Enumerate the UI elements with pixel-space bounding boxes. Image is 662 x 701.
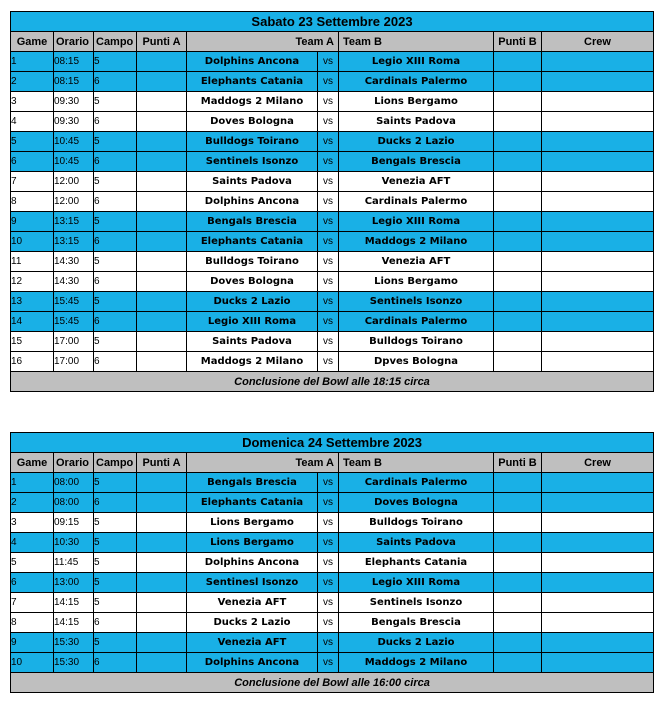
score-b-cell (494, 272, 542, 292)
score-a-cell (137, 312, 187, 332)
game-field: 5 (94, 573, 137, 593)
game-row (11, 232, 654, 252)
col-header-punti-b: Punti B (494, 453, 542, 473)
game-number: 5 (11, 132, 54, 152)
col-header-orario: Orario (54, 32, 94, 52)
col-header-punti-b: Punti B (494, 32, 542, 52)
col-header-campo: Campo (94, 453, 137, 473)
game-time: 15:30 (54, 653, 94, 673)
team-a-name: Elephants Catania (187, 232, 318, 252)
sunday-schedule-table (10, 432, 654, 693)
col-header-game: Game (11, 453, 54, 473)
vs-label: vs (318, 573, 339, 593)
crew-cell (542, 172, 654, 192)
crew-cell (542, 493, 654, 513)
crew-cell (542, 633, 654, 653)
game-time: 13:15 (54, 212, 94, 232)
score-a-cell (137, 613, 187, 633)
score-a-cell (137, 633, 187, 653)
game-time: 15:30 (54, 633, 94, 653)
team-b-name: Maddogs 2 Milano (339, 232, 494, 252)
score-b-cell (494, 473, 542, 493)
col-header-game: Game (11, 32, 54, 52)
vs-label: vs (318, 633, 339, 653)
team-a-name: Venezia AFT (187, 633, 318, 653)
game-number: 8 (11, 613, 54, 633)
score-b-cell (494, 112, 542, 132)
game-number: 6 (11, 573, 54, 593)
team-b-name: Cardinals Palermo (339, 192, 494, 212)
game-field: 5 (94, 252, 137, 272)
team-a-name: Saints Padova (187, 172, 318, 192)
team-a-name: Dolphins Ancona (187, 553, 318, 573)
team-b-name: Sentinels Isonzo (339, 593, 494, 613)
score-a-cell (137, 92, 187, 112)
crew-cell (542, 72, 654, 92)
score-a-cell (137, 573, 187, 593)
game-row (11, 573, 654, 593)
score-b-cell (494, 513, 542, 533)
crew-cell (542, 593, 654, 613)
team-a-name: Dolphins Ancona (187, 52, 318, 72)
score-b-cell (494, 192, 542, 212)
score-a-cell (137, 132, 187, 152)
team-a-name: Doves Bologna (187, 272, 318, 292)
score-a-cell (137, 192, 187, 212)
score-b-cell (494, 232, 542, 252)
score-b-cell (494, 573, 542, 593)
day-title: Sabato 23 Settembre 2023 (11, 12, 654, 32)
score-b-cell (494, 152, 542, 172)
team-b-name: Ducks 2 Lazio (339, 633, 494, 653)
score-b-cell (494, 132, 542, 152)
team-a-name: Lions Bergamo (187, 513, 318, 533)
game-field: 5 (94, 172, 137, 192)
team-b-name: Cardinals Palermo (339, 312, 494, 332)
game-row (11, 212, 654, 232)
team-a-name: Legio XIII Roma (187, 312, 318, 332)
day-footer: Conclusione del Bowl alle 18:15 circa (11, 372, 654, 392)
score-b-cell (494, 593, 542, 613)
game-field: 5 (94, 292, 137, 312)
game-time: 14:30 (54, 272, 94, 292)
game-time: 11:45 (54, 553, 94, 573)
team-a-name: Elephants Catania (187, 72, 318, 92)
game-row (11, 272, 654, 292)
game-field: 5 (94, 212, 137, 232)
score-a-cell (137, 232, 187, 252)
game-time: 12:00 (54, 172, 94, 192)
vs-label: vs (318, 513, 339, 533)
game-time: 14:15 (54, 593, 94, 613)
game-field: 5 (94, 132, 137, 152)
col-header-crew: Crew (542, 453, 654, 473)
score-b-cell (494, 493, 542, 513)
score-b-cell (494, 172, 542, 192)
team-b-name: Cardinals Palermo (339, 473, 494, 493)
vs-label: vs (318, 593, 339, 613)
team-b-name: Venezia AFT (339, 172, 494, 192)
game-field: 5 (94, 52, 137, 72)
team-a-name: Bengals Brescia (187, 473, 318, 493)
game-number: 6 (11, 152, 54, 172)
score-b-cell (494, 252, 542, 272)
game-number: 14 (11, 312, 54, 332)
team-a-name: Venezia AFT (187, 593, 318, 613)
vs-label: vs (318, 653, 339, 673)
crew-cell (542, 92, 654, 112)
game-time: 10:45 (54, 152, 94, 172)
score-b-cell (494, 553, 542, 573)
vs-label: vs (318, 212, 339, 232)
game-row (11, 72, 654, 92)
vs-label: vs (318, 613, 339, 633)
game-time: 14:15 (54, 613, 94, 633)
game-field: 5 (94, 92, 137, 112)
col-header-orario: Orario (54, 453, 94, 473)
team-a-name: Dolphins Ancona (187, 192, 318, 212)
game-time: 12:00 (54, 192, 94, 212)
game-row (11, 533, 654, 553)
game-time: 08:15 (54, 72, 94, 92)
team-a-name: Lions Bergamo (187, 533, 318, 553)
team-a-name: Maddogs 2 Milano (187, 92, 318, 112)
vs-label: vs (318, 52, 339, 72)
score-a-cell (137, 493, 187, 513)
vs-label: vs (318, 72, 339, 92)
score-b-cell (494, 312, 542, 332)
game-row (11, 192, 654, 212)
score-a-cell (137, 212, 187, 232)
vs-label: vs (318, 352, 339, 372)
vs-label: vs (318, 272, 339, 292)
score-b-cell (494, 633, 542, 653)
team-b-name: Saints Padova (339, 533, 494, 553)
game-row (11, 112, 654, 132)
game-field: 6 (94, 152, 137, 172)
game-row (11, 633, 654, 653)
vs-label: vs (318, 312, 339, 332)
score-a-cell (137, 252, 187, 272)
col-header-campo: Campo (94, 32, 137, 52)
game-time: 09:15 (54, 513, 94, 533)
crew-cell (542, 653, 654, 673)
game-number: 13 (11, 292, 54, 312)
game-row (11, 473, 654, 493)
game-row (11, 152, 654, 172)
game-number: 10 (11, 653, 54, 673)
game-number: 12 (11, 272, 54, 292)
crew-cell (542, 132, 654, 152)
game-number: 1 (11, 473, 54, 493)
game-time: 08:15 (54, 52, 94, 72)
vs-label: vs (318, 132, 339, 152)
team-a-name: Bulldogs Toirano (187, 252, 318, 272)
game-row (11, 613, 654, 633)
team-b-name: Venezia AFT (339, 252, 494, 272)
game-row (11, 553, 654, 573)
team-b-name: Elephants Catania (339, 553, 494, 573)
crew-cell (542, 533, 654, 553)
team-a-name: Elephants Catania (187, 493, 318, 513)
game-row (11, 92, 654, 112)
crew-cell (542, 212, 654, 232)
game-time: 15:45 (54, 292, 94, 312)
score-b-cell (494, 212, 542, 232)
crew-cell (542, 573, 654, 593)
team-a-name: Saints Padova (187, 332, 318, 352)
game-field: 6 (94, 192, 137, 212)
crew-cell (542, 292, 654, 312)
score-b-cell (494, 352, 542, 372)
game-row (11, 252, 654, 272)
game-row (11, 352, 654, 372)
game-time: 08:00 (54, 473, 94, 493)
team-b-name: Saints Padova (339, 112, 494, 132)
score-b-cell (494, 72, 542, 92)
game-field: 5 (94, 332, 137, 352)
game-number: 4 (11, 112, 54, 132)
game-field: 5 (94, 533, 137, 553)
game-time: 08:00 (54, 493, 94, 513)
col-header-team-b: Team B (339, 453, 494, 473)
vs-label: vs (318, 92, 339, 112)
score-a-cell (137, 653, 187, 673)
vs-label: vs (318, 172, 339, 192)
team-a-name: Sentinels Isonzo (187, 152, 318, 172)
vs-label: vs (318, 112, 339, 132)
crew-cell (542, 192, 654, 212)
game-field: 5 (94, 633, 137, 653)
game-row (11, 593, 654, 613)
score-b-cell (494, 52, 542, 72)
header-row (11, 32, 654, 52)
game-field: 6 (94, 493, 137, 513)
game-time: 09:30 (54, 92, 94, 112)
col-header-crew: Crew (542, 32, 654, 52)
game-row (11, 172, 654, 192)
team-b-name: Bulldogs Toirano (339, 513, 494, 533)
game-number: 7 (11, 593, 54, 613)
score-a-cell (137, 152, 187, 172)
header-row (11, 453, 654, 473)
team-a-name: Doves Bologna (187, 112, 318, 132)
game-row (11, 653, 654, 673)
game-number: 10 (11, 232, 54, 252)
game-field: 6 (94, 312, 137, 332)
game-field: 5 (94, 593, 137, 613)
vs-label: vs (318, 252, 339, 272)
game-time: 13:00 (54, 573, 94, 593)
game-field: 6 (94, 72, 137, 92)
game-number: 3 (11, 513, 54, 533)
team-b-name: Ducks 2 Lazio (339, 132, 494, 152)
score-b-cell (494, 613, 542, 633)
game-number: 11 (11, 252, 54, 272)
team-b-name: Doves Bologna (339, 493, 494, 513)
vs-label: vs (318, 232, 339, 252)
game-number: 5 (11, 553, 54, 573)
crew-cell (542, 272, 654, 292)
game-number: 2 (11, 72, 54, 92)
game-row (11, 493, 654, 513)
score-a-cell (137, 473, 187, 493)
game-time: 15:45 (54, 312, 94, 332)
score-b-cell (494, 332, 542, 352)
col-header-team-b: Team B (339, 32, 494, 52)
team-b-name: Lions Bergamo (339, 92, 494, 112)
game-field: 5 (94, 553, 137, 573)
game-number: 2 (11, 493, 54, 513)
crew-cell (542, 473, 654, 493)
game-field: 6 (94, 653, 137, 673)
team-a-name: Bengals Brescia (187, 212, 318, 232)
game-time: 10:30 (54, 533, 94, 553)
score-a-cell (137, 332, 187, 352)
team-b-name: Sentinels Isonzo (339, 292, 494, 312)
game-time: 17:00 (54, 352, 94, 372)
game-field: 6 (94, 272, 137, 292)
score-a-cell (137, 292, 187, 312)
game-row (11, 312, 654, 332)
team-b-name: Legio XIII Roma (339, 52, 494, 72)
team-b-name: Bengals Brescia (339, 613, 494, 633)
crew-cell (542, 312, 654, 332)
col-header-punti-a: Punti A (137, 32, 187, 52)
game-time: 13:15 (54, 232, 94, 252)
score-a-cell (137, 272, 187, 292)
game-row (11, 513, 654, 533)
score-a-cell (137, 533, 187, 553)
game-field: 6 (94, 613, 137, 633)
game-time: 14:30 (54, 252, 94, 272)
vs-label: vs (318, 553, 339, 573)
team-b-name: Lions Bergamo (339, 272, 494, 292)
game-field: 6 (94, 352, 137, 372)
score-a-cell (137, 52, 187, 72)
game-field: 6 (94, 112, 137, 132)
crew-cell (542, 112, 654, 132)
game-field: 5 (94, 513, 137, 533)
crew-cell (542, 513, 654, 533)
vs-label: vs (318, 533, 339, 553)
score-b-cell (494, 92, 542, 112)
game-time: 17:00 (54, 332, 94, 352)
team-a-name: Bulldogs Toirano (187, 132, 318, 152)
game-number: 9 (11, 212, 54, 232)
game-row (11, 132, 654, 152)
vs-label: vs (318, 493, 339, 513)
score-b-cell (494, 533, 542, 553)
team-b-name: Cardinals Palermo (339, 72, 494, 92)
score-b-cell (494, 292, 542, 312)
game-number: 4 (11, 533, 54, 553)
day-title: Domenica 24 Settembre 2023 (11, 433, 654, 453)
team-a-name: Dolphins Ancona (187, 653, 318, 673)
game-number: 3 (11, 92, 54, 112)
game-number: 15 (11, 332, 54, 352)
team-b-name: Bengals Brescia (339, 152, 494, 172)
saturday-schedule-table (10, 11, 654, 392)
vs-label: vs (318, 332, 339, 352)
team-a-name: Ducks 2 Lazio (187, 613, 318, 633)
vs-label: vs (318, 292, 339, 312)
team-a-name: Sentinesl Isonzo (187, 573, 318, 593)
game-field: 6 (94, 232, 137, 252)
crew-cell (542, 332, 654, 352)
vs-label: vs (318, 473, 339, 493)
game-time: 09:30 (54, 112, 94, 132)
game-number: 7 (11, 172, 54, 192)
vs-label: vs (318, 192, 339, 212)
crew-cell (542, 52, 654, 72)
team-b-name: Legio XIII Roma (339, 212, 494, 232)
team-a-name: Ducks 2 Lazio (187, 292, 318, 312)
crew-cell (542, 232, 654, 252)
game-row (11, 332, 654, 352)
day-footer: Conclusione del Bowl alle 16:00 circa (11, 673, 654, 693)
game-number: 8 (11, 192, 54, 212)
game-row (11, 292, 654, 312)
team-b-name: Dpves Bologna (339, 352, 494, 372)
score-a-cell (137, 172, 187, 192)
crew-cell (542, 613, 654, 633)
score-a-cell (137, 593, 187, 613)
score-a-cell (137, 72, 187, 92)
score-b-cell (494, 653, 542, 673)
vs-label: vs (318, 152, 339, 172)
score-a-cell (137, 352, 187, 372)
game-time: 10:45 (54, 132, 94, 152)
team-b-name: Bulldogs Toirano (339, 332, 494, 352)
crew-cell (542, 553, 654, 573)
game-field: 5 (94, 473, 137, 493)
crew-cell (542, 252, 654, 272)
crew-cell (542, 352, 654, 372)
game-row (11, 52, 654, 72)
game-number: 1 (11, 52, 54, 72)
score-a-cell (137, 553, 187, 573)
team-b-name: Maddogs 2 Milano (339, 653, 494, 673)
team-b-name: Legio XIII Roma (339, 573, 494, 593)
game-number: 16 (11, 352, 54, 372)
score-a-cell (137, 513, 187, 533)
game-number: 9 (11, 633, 54, 653)
score-a-cell (137, 112, 187, 132)
col-header-team-a: Team A (187, 32, 339, 52)
col-header-team-a: Team A (187, 453, 339, 473)
crew-cell (542, 152, 654, 172)
col-header-punti-a: Punti A (137, 453, 187, 473)
team-a-name: Maddogs 2 Milano (187, 352, 318, 372)
